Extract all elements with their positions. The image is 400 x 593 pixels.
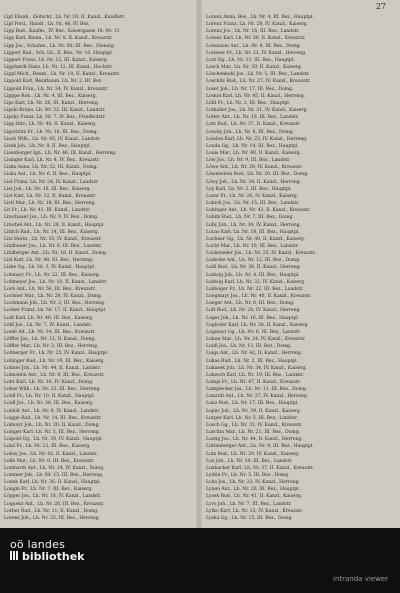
directory-entry: Loquenz Ant., Lh. Nr. 26, III. Bez., Kreuzstr. [4, 501, 105, 507]
directory-entry: Lombardi Ant., Lh. Nr. 24, IV. Kanzl., Domg. [4, 465, 105, 471]
directory-entry: Luby Joh., Lh. Nr. 30, IV. Kanzl., Herreng. [206, 222, 301, 228]
directory-entry: Lippert Rud., Sch. Lh., II. Bez., Nr. 10, Hauptpl. [4, 50, 114, 56]
directory-entry: Lohner Joh., Lh. Nr. 44, II. Kanzl., Landstr. [4, 365, 102, 371]
directory-entry: Loipold Gg., Lh. Nr. 30, IV. Kanzl., Hauptpl. [4, 437, 103, 443]
directory-entry: Lodl Karl, Lh. Nr. 40, III. Bez., Kaiserg. [4, 315, 94, 321]
directory-entry: Löffler Jos., Lh. Nr. 12, II. Kanzl., Domg. [4, 337, 96, 343]
directory-entry: Lunz Rud., Lh. Nr. 17, III. Bez., Hauptpl. [206, 401, 299, 407]
directory-entry: Loch Ant., Lh. Nr. 56, III. Bez., Kreuzstr. [4, 286, 96, 292]
directory-entry: Lustig Jos., Lh. Nr. 44, II. Kanzl., Herreng. [206, 437, 303, 443]
directory-entry: Lippl Mich., Baum., Lh. Nr. 18, II. Kanzl., Kreuzstr. [4, 72, 120, 78]
directory-entry: Luttenberger Ant., Lh. Nr. 9, III. Bez., Hauptpl. [206, 444, 314, 450]
directory-entry: Loigge Rud., Lh. Nr. 14, III. Bez., Kreuzstr. [4, 415, 102, 421]
directory-entry: Lobmayr Fr., Lh. Nr. 22, III. Bez., Kaiserg. [4, 272, 101, 278]
directory-entry: Lolle Mar., Lh. Nr. 9, III. Bez., Kreuzstr. [4, 458, 95, 464]
directory-entry: Lorinser Fr., Lh. Nr. 21, IV. Kanzl., Herreng. [206, 50, 307, 56]
brand-line-2: bibliothek [22, 550, 85, 563]
directory-entry: Loebl Ad., Lh. Nr. 34, III. Bez., Kreuzstr. [4, 329, 96, 335]
directory-entry: Löwy Joh., Lh. Nr. 34, II. Kanzl., Herreng. [206, 179, 302, 185]
directory-entry: Luchner Gg., Lh. Nr. 40, II. Kanzl., Kaiserg. [206, 236, 306, 242]
directory-entry: Lizke Gg., Lh. Nr. 3, IV. Kanzl., Hauptpl. [4, 265, 96, 271]
directory-entry: Luhan Mar., Lh. Nr. 24, IV. Kanzl., Kreuzstr. [206, 337, 306, 343]
directory-entry: Lobmeyer Jos., Lh. Nr. 10, II. Kanzl., Landstr. [4, 279, 108, 285]
directory-entry: Lippert Franz, Lh. Nr. 12, III. Kanzl., Kaiserg. [4, 57, 109, 63]
directory-entry: Liska Ant., Lh. Nr. 6, II. Bez., Hauptpl. [4, 172, 92, 178]
directory-entry: Lipppe Rob., Lh. Nr. 4, III. Bez., Kaiserg. [4, 93, 97, 99]
brand-line-2-row [10, 551, 84, 563]
directory-entry: Loidl Jos., Lh. Nr. 38, III. Bez., Kaiserg. [4, 401, 94, 407]
directory-entry: Litz Herm., Lh. Nr. 35, IV. Kanzl., Kreuzstr. [4, 236, 102, 242]
directory-entry: Lothaller Jos., Lh. Nr. 31, IV. Kanzl., Kaiserg. [206, 108, 308, 114]
directory-entry: Luxbacher Karl, Lh. Nr. 37, II. Kanzl., Kreuzstr. [206, 465, 314, 471]
directory-entry: Loizl Fr., Lh. Nr. 12, III. Bez., Kaiserg. [4, 444, 91, 450]
directory-entry: Löw Jos., Lh. Nr. 9, III. Bez., Landstr. [206, 158, 291, 164]
directory-entry: Lyka Jos., Lh. Nr. 23, IV. Kanzl., Herreng. [206, 480, 300, 486]
directory-entry: Luigs Ant., Lh. Nr. 42, II. Kanzl., Herreng. [206, 351, 303, 357]
directory-entry: Lippold Fran., Lh. Nr. 34, IV. Kanzl., Kreuzstr. [4, 86, 109, 92]
directory-entry: Lucht Mar., Lh. Nr. 10, III. Bez., Landstr. [206, 244, 299, 249]
directory-entry: Lurger Karl, Lh. Nr. 5, III. Bez., Landstr. [206, 415, 298, 421]
directory-entry: Ludwiger Fr., Lh. Nr. 22, III. Bez., Landstr. [206, 286, 304, 292]
directory-entry: Lorber Rud., Lh. Nr. 11, II. Kanzl., Domg. [4, 508, 99, 514]
directory-entry: Lipp Karl, Baum., Lh. Nr. 8, II. Kanzl., Kreuzstr. [4, 36, 113, 42]
directory-entry: Loy Karl, Lh. Nr. 3, III. Bez., Hauptpl. [206, 186, 292, 192]
directory-entry: Löpper Jos., Lh. Nr. 18, IV. Kanzl., Landstr. [4, 494, 102, 500]
directory-entry: Lukasek Joh., Lh. Nr. 34, IV. Kanzl., Kaiserg. [206, 365, 307, 371]
directory-entry: List Joh., Lh. Nr. 16, III. Bez., Kaiserg. [4, 186, 91, 192]
directory-entry: Lipschütz Fr., Lh. Nr. 16, III. Bez., Domg. [4, 129, 98, 135]
directory-entry: Lotter Ant., Lh. Nr. 19, III. Bez., Landstr. [206, 115, 299, 121]
directory-entry: Lonek Karl, Lh. Nr. 36, II. Kanzl., Hauptpl. [4, 480, 101, 486]
directory-entry: Lughofer Karl, Lh. Nr. 38, II. Kanzl., Kaiserg. [206, 322, 309, 328]
directory-entry: Lumpi Fr., Lh. Nr. 47, II. Kanzl., Kreuzstr. [206, 379, 301, 385]
left-column [4, 14, 192, 522]
directory-entry: Lippold Karl, Bezirksam. Lh. Nr. 2, III. Bez. [4, 79, 103, 85]
directory-entry: Ludl Rud., Lh. Nr. 36, II. Kanzl., Herreng. [206, 265, 301, 271]
directory-entry: Lisenberger Ign., Lh. Nr. 46, III. Kanzl., Herreng. [4, 150, 117, 156]
directory-entry: Lorenzoni Ant., Lh. Nr. 8, III. Bez., Domg. [206, 43, 301, 49]
directory-entry: Lueger Ant., Lh. Nr. 8, III. Bez., Domg. [206, 301, 295, 307]
library-logo[interactable] [10, 539, 84, 563]
directory-entry: Lüdecke Ant., Lh. Nr. 12, III. Bez., Domg. [206, 258, 301, 264]
page-gutter [196, 0, 202, 528]
directory-entry: Lößl Fr., Lh. Nr. 2, III. Bez., Hauptpl. [206, 100, 291, 106]
directory-entry: Luft Rud., Lh. Nr. 28, IV. Kanzl., Herreng. [206, 308, 301, 314]
directory-entry: Lysek Rud., Lh. Nr. 41, II. Kanzl., Kaiserg. [206, 494, 303, 500]
directory-entry: Lohinger Rud., Lh. Nr. 19, III. Bez., Kaiserg. [4, 358, 105, 364]
directory-entry: Lisinger Karl, Lh. Nr. 4, IV. Bez., Kreuzstr. [4, 158, 100, 164]
directory-entry: Lisek Joh., Lh. Nr. 8, II. Bez., Hauptpl. [4, 143, 91, 149]
directory-entry: Lipp Jos., Schuhm., Lh. Nr. 80, III. Bez., Dienstg. [4, 43, 116, 49]
directory-entry: Luger Joh., Lh. Nr. 16, III. Bez., Hauptpl. [206, 315, 300, 321]
logo-bars-icon [10, 551, 19, 563]
directory-entry: Loser Joh., Lh. Nr. 17, III. Bez., Domg. [206, 86, 294, 92]
directory-entry: Lohr Karl, Lh. Nr. 16, IV. Kanzl., Domg. [4, 379, 94, 385]
directory-entry: Lutz Rud., Lh. Nr. 29, IV. Kanzl., Kaiserg. [206, 451, 300, 457]
directory-entry: Lipf Elisab., Zeitschr., Lh. Nr. 18, II. Kanzl., Kandlstr. [4, 15, 125, 20]
directory-entry: Lydtin Fr., Lh. Nr. 3, III. Bez., Domg. [206, 473, 290, 478]
directory-entry: Lubich Jos., Lh. Nr. 15, III. Bez., Landstr. [206, 201, 300, 207]
directory-entry: Ludwig Karl, Lh. Nr. 32, IV. Kanzl., Kaiserg. [206, 279, 306, 285]
directory-entry: Liska Anna, Lh. Nr. 32, III. Kanzl., Domg. [4, 165, 98, 171]
directory-entry: Lozar Fr., Lh. Nr. 26, IV. Kanzl., Kaiserg. [206, 193, 299, 199]
directory-entry: Loschitz Rud., Lh. Nr. 27, IV. Kanzl., Kreuzstr. [206, 79, 311, 85]
directory-entry: Littich Rud., Lh. Nr. 14, III. Bez., Kaiserg. [4, 229, 100, 235]
directory-entry: Luschin Mar., Lh. Nr. 21, III. Bez., Domg. [206, 430, 300, 436]
directory-entry: Loinger Karl, Lh. Nr. 5, III. Bez., Herreng. [4, 430, 100, 436]
directory-entry: Lipsky Franz, Lh. Nr. 7, IV. Bez., Friedhofstr. [4, 115, 106, 121]
directory-entry: Locker Franz, Lh. Nr. 17, II. Kanzl., Hauptpl. [4, 308, 107, 314]
directory-entry: Loidolt Ant., Lh. Nr. 6, IV. Kanzl., Landstr. [4, 408, 100, 414]
directory-entry: Loimayr Joh., Lh. Nr. 20, II. Kanzl., Domg. [4, 422, 100, 428]
directory-entry: Lupac Joh., Lh. Nr. 39, II. Kanzl., Kaiserg. [206, 408, 302, 414]
directory-entry: Litschel Ant., Lh. Nr. 28, II. Kanzl., Hauptpl. [4, 222, 105, 228]
directory-entry: Lorenz Anna, Bes., Lh. Nr. 4, III. Bez., Hauptpl. [206, 15, 314, 20]
directory-entry: Löwe Ant., Lh. Nr. 29, IV. Kanzl., Kreuzstr. [206, 165, 303, 171]
directory-entry: Losch Mar., Lh. Nr. 39, II. Kanzl., Kaiserg. [206, 65, 303, 71]
directory-entry: Lips Karl, Lh. Nr. 26, III. Kanzl., Herreng. [4, 100, 100, 106]
directory-entry: Lohnstein Ant., Lh. Nr. 8, III. Bez., Kreuzstr. [4, 372, 105, 378]
directory-entry: Lipphardt Hans, Lh. Nr. 12, III. Kanzl., Hochstr. [4, 65, 113, 71]
directory-entry: Luckeneder Jos., Lh. Nr. 25, IV. Kanzl., Kreuzstr. [206, 251, 316, 257]
directory-entry: Lukesch Karl, Lh. Nr. 19, III. Bez., Landstr. [206, 372, 304, 378]
directory-entry: Löschenkohl Jos., Lh. Nr. 5, III. Bez., Landstr. [206, 72, 310, 78]
directory-entry: Lochner Mar., Lh. Nr. 28, IV. Kanzl., Domg. [4, 294, 103, 300]
directory-entry: Löwenstein Rud., Lh. Nr. 20, III. Bez., Domg. [206, 172, 309, 178]
directory-entry: Lunardi Ant., Lh. Nr. 27, IV. Kanzl., Herreng. [206, 394, 309, 400]
page-number: 27 [375, 2, 386, 11]
directory-entry: Lommer Joh., Lh. Nr. 15, III. Bez., Herreng. [4, 473, 104, 478]
directory-entry: Lotz Rud., Lh. Nr. 37, II. Kanzl., Kreuzstr. [206, 122, 301, 128]
directory-entry: Lipski Bruno, Lh. Nr. 52, III. Kanzl., Landstr. [4, 108, 106, 114]
viewer-label[interactable]: intranda viewer [333, 575, 388, 583]
directory-entry: Lokay Jos., Lh. Nr. 42, II. Kanzl., Landstr. [4, 451, 98, 457]
directory-entry: Lubinger Ant., Lh. Nr. 43, II. Kanzl., Kreuzstr. [206, 208, 311, 214]
directory-entry: Löffler Mar., Lh. Nr. 3, III. Bez., Herreng. [4, 344, 99, 350]
directory-entry: Louda Gg., Lh. Nr. 14, III. Bez., Hauptpl. [206, 143, 299, 149]
directory-entry: Lixl Karl, Lh. Nr. 48, III. Bez., Herreng. [4, 258, 94, 264]
directory-entry: Lorenz Franz, Lh. Nr. 28, IV. Kanzl., Kaiserg. [206, 22, 308, 28]
directory-entry: Lyzka Gg., Lh. Nr. 15, III. Bez., Domg. [206, 515, 293, 521]
directory-entry: Longin Fr., Lh. Nr. 7, III. Bez., Kaiserg. [4, 487, 93, 493]
directory-entry: Lipf Ferd., Handl., Lh. Nr. 48, IV. Bez. [4, 22, 90, 28]
directory-entry: Louis Mar., Lh. Nr. 48, II. Kanzl., Kaiserg. [206, 150, 301, 156]
directory-entry: Lorz Gg., Lh. Nr. 13, III. Bez., Hauptpl. [206, 57, 295, 63]
directory-entry: Ludwig Joh., Lh. Nr. 4, III. Bez., Hauptpl. [206, 272, 300, 278]
directory-entry: Lyro Joh., Lh. Nr. 7, III. Bez., Landstr. [206, 501, 292, 507]
directory-entry: Lorenz Karl, Lh. Nr. 50, II. Kanzl., Kreuzstr. [206, 36, 306, 42]
directory-entry: Lipp Rud., Kaufm., IV. Bez., Kaisergasse 18. Nr. 11 [4, 29, 120, 35]
directory-entry: Lukas Rud., Lh. Nr. 2, III. Bez., Hauptpl. [206, 358, 299, 364]
directory-entry: List Franz, Lh. Nr. 24, IV. Kanzl., Landstr. [4, 179, 99, 185]
directory-entry: Lorenz Joh., Lh. Nr. 33, III. Bez., Herreng. [4, 515, 101, 521]
directory-entry: Litzlberger Ant., Lh. Nr. 18, II. Kanzl., Domg. [4, 251, 108, 257]
directory-entry: Loudon Karl, Lh. Nr. 23, IV. Kanzl., Herreng. [206, 136, 308, 142]
directory-entry: Lipp Otto, Lh. Nr. 40, II. Kanzl., Kaiserg. [4, 122, 97, 128]
directory-entry: Litschauer Jos., Lh. Nr. 9, IV. Bez., Domg. [4, 215, 99, 221]
directory-entry: Lumplecker Jos., Lh. Nr. 11, III. Bez., Domg. [206, 387, 308, 393]
directory-entry: Luidl Jos., Lh. Nr. 13, III. Bez., Domg. [206, 344, 292, 350]
directory-entry: Lytko Karl, Lh. Nr. 33, IV. Kanzl., Kreuzstr. [206, 508, 303, 514]
right-column [206, 14, 394, 522]
directory-entry: Lugmayr Gg., Lh. Nr. 6, III. Bez., Landstr. [206, 329, 301, 335]
directory-entry: Lorenz Jos., Lh. Nr. 16, III. Bez., Landstr. [206, 29, 300, 35]
directory-entry: Lisch Wilh., Lh. Nr. 60, IV. Kanzl., Landstr. [4, 136, 101, 142]
directory-entry: Lusch Gg., Lh. Nr. 31, IV. Kanzl., Kreuzstr. [206, 422, 303, 428]
directory-entry: Lohberger Fr., Lh. Nr. 25, IV. Kanzl., Hauptpl. [4, 351, 109, 357]
directory-entry: Lohse Wilh., Lh. Nr. 22, III. Bez., Herreng. [4, 387, 101, 393]
directory-entry: Lux Joh., Lh. Nr. 14, III. Bez., Landstr. [206, 458, 293, 464]
directory-entry: Litzlbauer Jos., Lh. Nr. 6, III. Bez., Landstr. [4, 244, 102, 249]
directory-entry: Listl Mar., Lh. Nr. 18, III. Bez., Herreng. [4, 201, 96, 207]
directory-entry: Lit Fr., Lh. Nr. 41, III. Kanzl., Landstr. [4, 208, 91, 214]
directory-entry: Loucky Joh., Lh. Nr. 6, III. Bez., Domg. [206, 129, 295, 135]
directory-entry: Lynen Ant., Lh. Nr. 20, III. Bez., Hauptpl. [206, 487, 300, 493]
directory-entry: Loskot Karl, Lh. Nr. 45, II. Kanzl., Herreng. [206, 93, 306, 99]
directory-entry: Luegmayr Jos., Lh. Nr. 46, II. Kanzl., Kreuzstr. [206, 294, 312, 300]
directory-entry: Loidl Fr., Lh. Nr. 10, II. Kanzl., Hauptpl. [4, 394, 95, 400]
brand-line-1: oö landes [10, 538, 66, 551]
directory-entry: Lödl Jos., Lh. Nr. 7, IV. Kanzl., Landstr. [4, 322, 93, 328]
directory-entry: Lubitz Rud., Lh. Nr. 7, III. Bez., Domg. [206, 215, 294, 221]
directory-entry: Lucas Karl, Lh. Nr. 18, III. Bez., Hauptpl. [206, 229, 300, 235]
directory-entry: Lochmann Joh., Lh. Nr. 2, III. Bez., Herreng. [4, 301, 106, 307]
directory-entry: List Karl, Lh. Nr. 12, II. Kanzl., Kreuzstr. [4, 193, 97, 199]
